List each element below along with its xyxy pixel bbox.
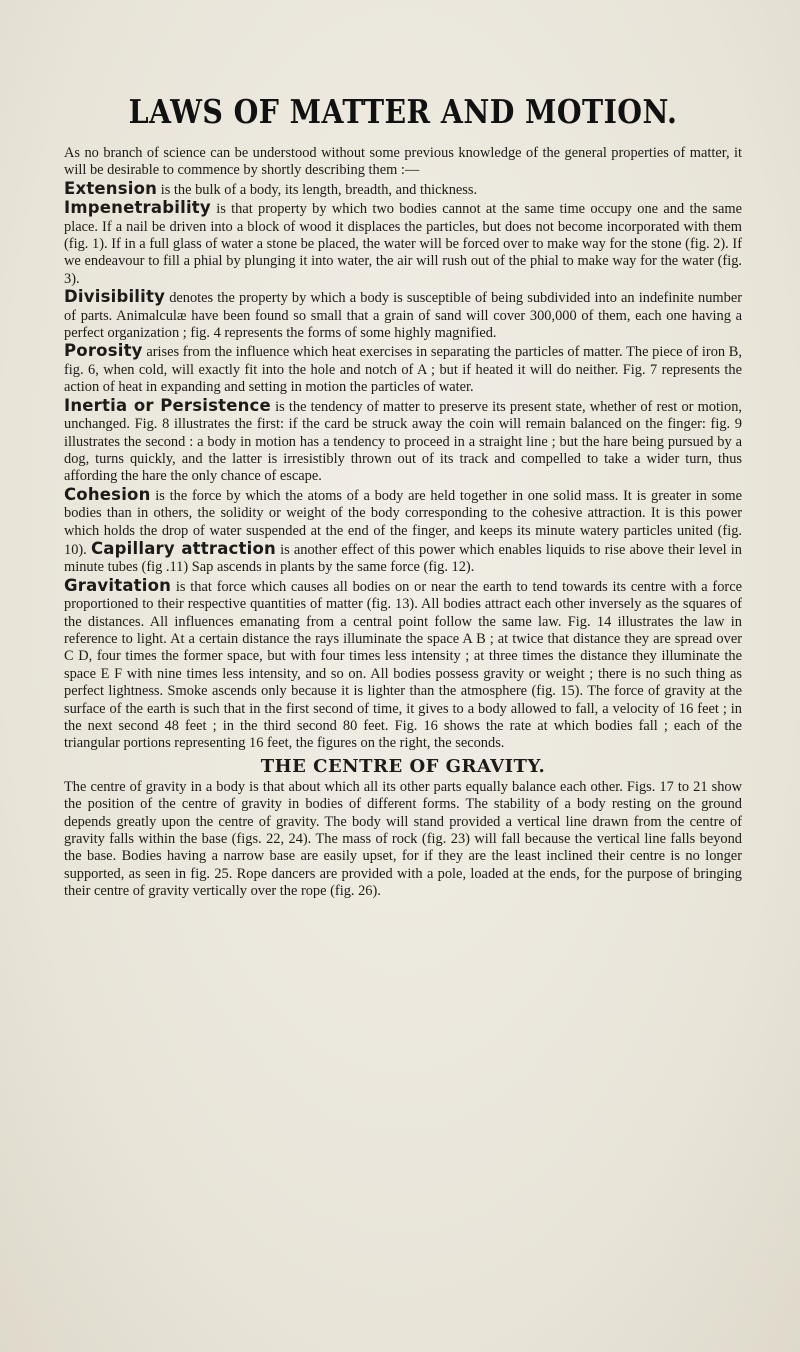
extension-term: Extension — [64, 178, 158, 198]
intro-paragraph: As no branch of science can be understood without some previous knowledge of the general properties of matter, it will be desirable to commence by shortly describing them :— — [64, 145, 742, 179]
cohesion-paragraph — [64, 486, 742, 577]
inertia-term: Inertia or Persistence — [64, 395, 271, 415]
centre-of-gravity-paragraph: The centre of gravity in a body is that about which all its other parts equally balance each other. Figs. 17 to 21 show the position of the centre of gravity in bodies of different forms. The stability of a body resting on the ground depends greatly upon the centre of gravity. The body will stand provided a vertical line drawn from the centre of gravity falls within the base (figs. 22, 24). The mass of rock (fig. 23) will fall because the vertical line falls beyond the base. Bodies having a narrow base are easily upset, for if they are the least inclined their centre is no longer supported, as seen in fig. 25. Rope dancers are provided with a pole, loaded at the ends, for the purpose of bringing their centre of gravity vertically over the rope (fig. 26). — [64, 778, 742, 900]
capillary-text: is another effect of this power which enables liquids to rise above their level in minute tubes (fig .11) Sap ascends in plants by the same force (fig. 12). — [64, 541, 742, 576]
page-title: LAWS OF MATTER AND MOTION. — [128, 92, 678, 131]
gravitation-paragraph — [64, 577, 742, 753]
cohesion-text: is the force by which the atoms of a body are held together in one solid mass. It is greater in some bodies than in others, the solidity or weight of the body corresponding to the cohesive attraction. It is this power which holds the drop of water suspended at the end of the finger, and keeps its minute watery particles united (fig. 10). — [64, 487, 742, 558]
impenetrability-paragraph — [64, 199, 742, 288]
divisibility-paragraph — [64, 288, 742, 342]
inertia-text: is the tendency of matter to preserve its present state, whether of rest or motion, unchanged. Fig. 8 illustrates the first: if the card be struck away the coin will remain balanced on the finger: fig. 9 illustrates the second : a body in motion has a tendency to proceed in a straight line ; but the hare being pursued by a dog, turns quickly, and the latter is irresistibly thrown out of its track and compelled to take a wider turn, thus affording the hare the only chance of escape. — [64, 398, 742, 485]
inertia-paragraph — [64, 397, 742, 486]
gravitation-text: is that force which causes all bodies on or near the earth to tend towards its centre with a force proportioned to their respective quantities of matter (fig. 13). All bodies attract each other inversely as the squares of the distances. All influences emanating from a central point follow the same law. Fig. 14 illustrates the law in reference to light. At a certain distance the rays illuminate the space A B ; at twice that distance they are spread over C D, four times the former space, but with four times less intensity ; at three times the distance they illuminate the space E F with nine times less intensity, and so on. All bodies possess gravity or weight ; there is no such thing as perfect lightness. Smoke ascends only because it is lighter than the atmosphere (fig. 15). The force of gravity at the surface of the earth is such that in the first second of time, it gives to a body allowed to fall, a velocity of 16 feet ; in the next second 48 feet ; in the third second 80 feet. Fig. 16 shows the rate at which bodies fall ; each of the triangular portions representing 16 feet, the figures on the right, the seconds. — [64, 578, 742, 752]
porosity-paragraph — [64, 342, 742, 396]
extension-paragraph — [64, 180, 742, 199]
porosity-text: arises from the influence which heat exercises in separating the particles of matter. The piece of iron B, fig. 6, when cold, will exactly fit into the hole and notch of A ; but if heated it will do neither. Fig. 7 represents the action of heat in expanding and setting in motion the particles of water. — [64, 344, 742, 396]
centre-of-gravity-heading: THE CENTRE OF GRAVITY. — [260, 755, 546, 777]
extension-text: is the bulk of a body, its length, breadth, and thickness. — [157, 181, 478, 198]
porosity-term: Porosity — [64, 341, 143, 361]
capillary-term: Capillary attraction — [90, 538, 276, 558]
divisibility-text: denotes the property by which a body is susceptible of being subdivided into an indefinite number of parts. Animalculæ have been found so small that a grain of sand will cover 300,000 of them, each one having a perfect organization ; fig. 4 represents the forms of some highly magnified. — [64, 290, 742, 342]
impenetrability-term: Impenetrability — [64, 198, 211, 218]
impenetrability-text: is that property by which two bodies cannot at the same time occupy one and the same place. If a nail be driven into a block of wood it displaces the particles, but does not become incorporated with them (fig. 1). If in a full glass of water a stone be placed, the water will be forced over to make way for the stone (fig. 2). If we endeavour to fill a phial by plunging it into water, the air will rush out of the phial to make way for the water (fig. 3). — [64, 201, 742, 287]
cohesion-term: Cohesion — [64, 484, 151, 504]
gravitation-term: Gravitation — [64, 575, 172, 595]
divisibility-term: Divisibility — [64, 287, 166, 307]
